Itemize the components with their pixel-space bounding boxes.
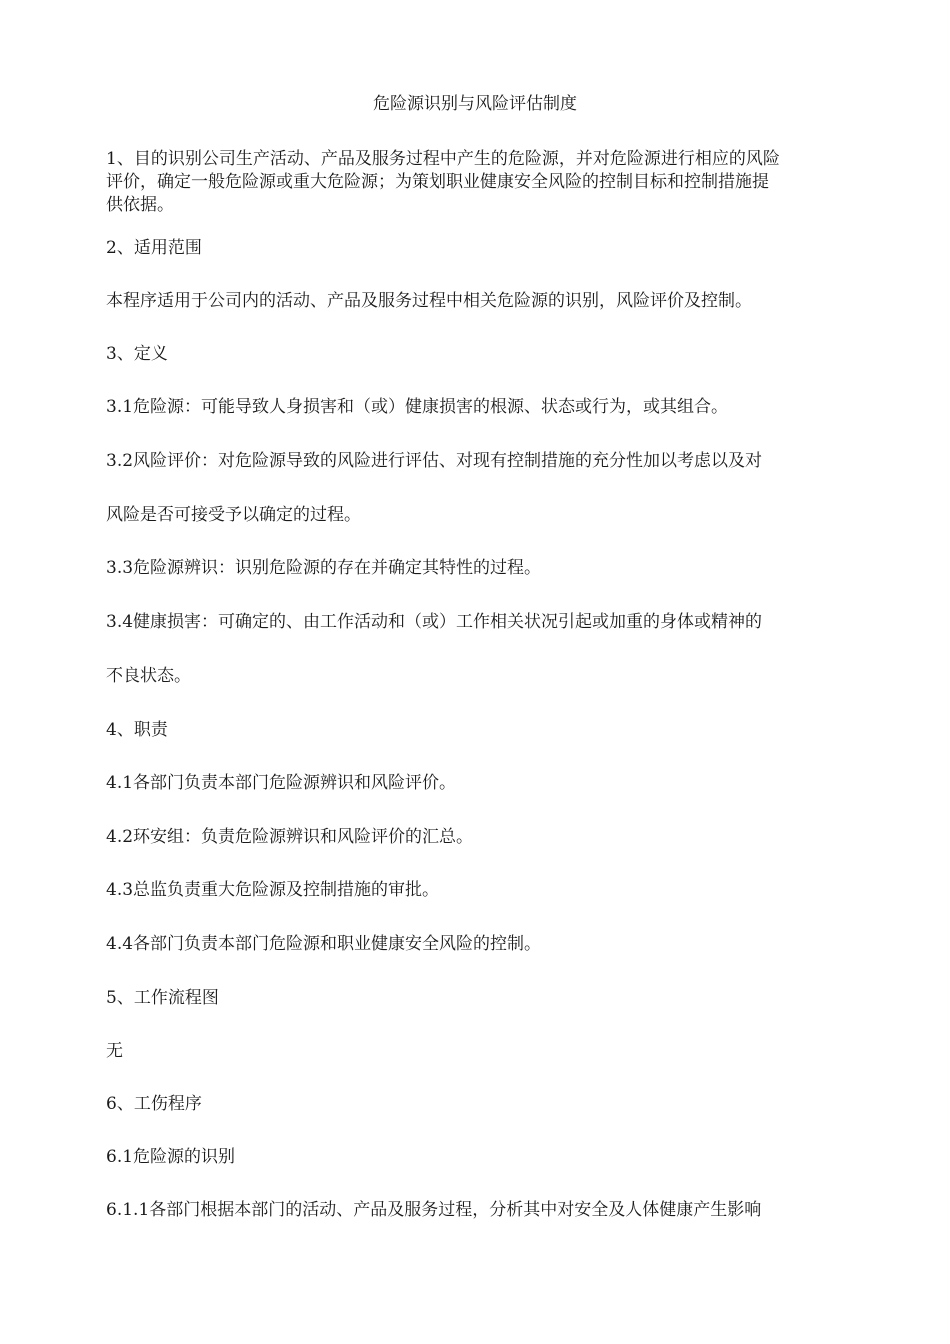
section-2-scope-text: 本程序适用于公司内的活动、产品及服务过程中相关危险源的识别，风险评价及控制。 [106, 291, 752, 311]
section-3-heading: 3、定义 [106, 344, 168, 364]
section-2-heading: 2、适用范围 [106, 238, 202, 258]
section-1-purpose-line-1: 1、目的识别公司生产活动、产品及服务过程中产生的危险源，并对危险源进行相应的风险 [106, 149, 780, 169]
section-1-purpose-line-2: 评价，确定一般危险源或重大危险源；为策划职业健康安全风险的控制目标和控制措施提 [106, 172, 769, 192]
definition-3-3: 3.3危险源辨识：识别危险源的存在并确定其特性的过程。 [106, 558, 542, 578]
definition-3-1: 3.1危险源：可能导致人身损害和（或）健康损害的根源、状态或行为，或其组合。 [106, 397, 729, 417]
item-6-1-1-line-1: 6.1.1各部门根据本部门的活动、产品及服务过程，分析其中对安全及人体健康产生影响 [106, 1200, 762, 1220]
definition-3-4-line-1: 3.4健康损害：可确定的、由工作活动和（或）工作相关状况引起或加重的身体或精神的 [106, 612, 763, 632]
subsection-6-1-heading: 6.1危险源的识别 [106, 1147, 236, 1167]
duty-4-1: 4.1各部门负责本部门危险源辨识和风险评价。 [106, 773, 457, 793]
section-5-content: 无 [106, 1041, 123, 1061]
definition-3-4-line-2: 不良状态。 [106, 666, 191, 686]
section-5-heading: 5、工作流程图 [106, 988, 219, 1008]
section-6-heading: 6、工伤程序 [106, 1094, 202, 1114]
section-1-purpose-line-3: 供依据。 [106, 195, 174, 215]
duty-4-3: 4.3总监负责重大危险源及控制措施的审批。 [106, 880, 440, 900]
definition-3-2-line-1: 3.2风险评价：对危险源导致的风险进行评估、对现有控制措施的充分性加以考虑以及对 [106, 451, 763, 471]
duty-4-4: 4.4各部门负责本部门危险源和职业健康安全风险的控制。 [106, 934, 542, 954]
definition-3-2-line-2: 风险是否可接受予以确定的过程。 [106, 505, 361, 525]
duty-4-2: 4.2环安组：负责危险源辨识和风险评价的汇总。 [106, 827, 474, 847]
section-4-heading: 4、职责 [106, 720, 168, 740]
document-title: 危险源识别与风险评估制度 [373, 94, 577, 114]
